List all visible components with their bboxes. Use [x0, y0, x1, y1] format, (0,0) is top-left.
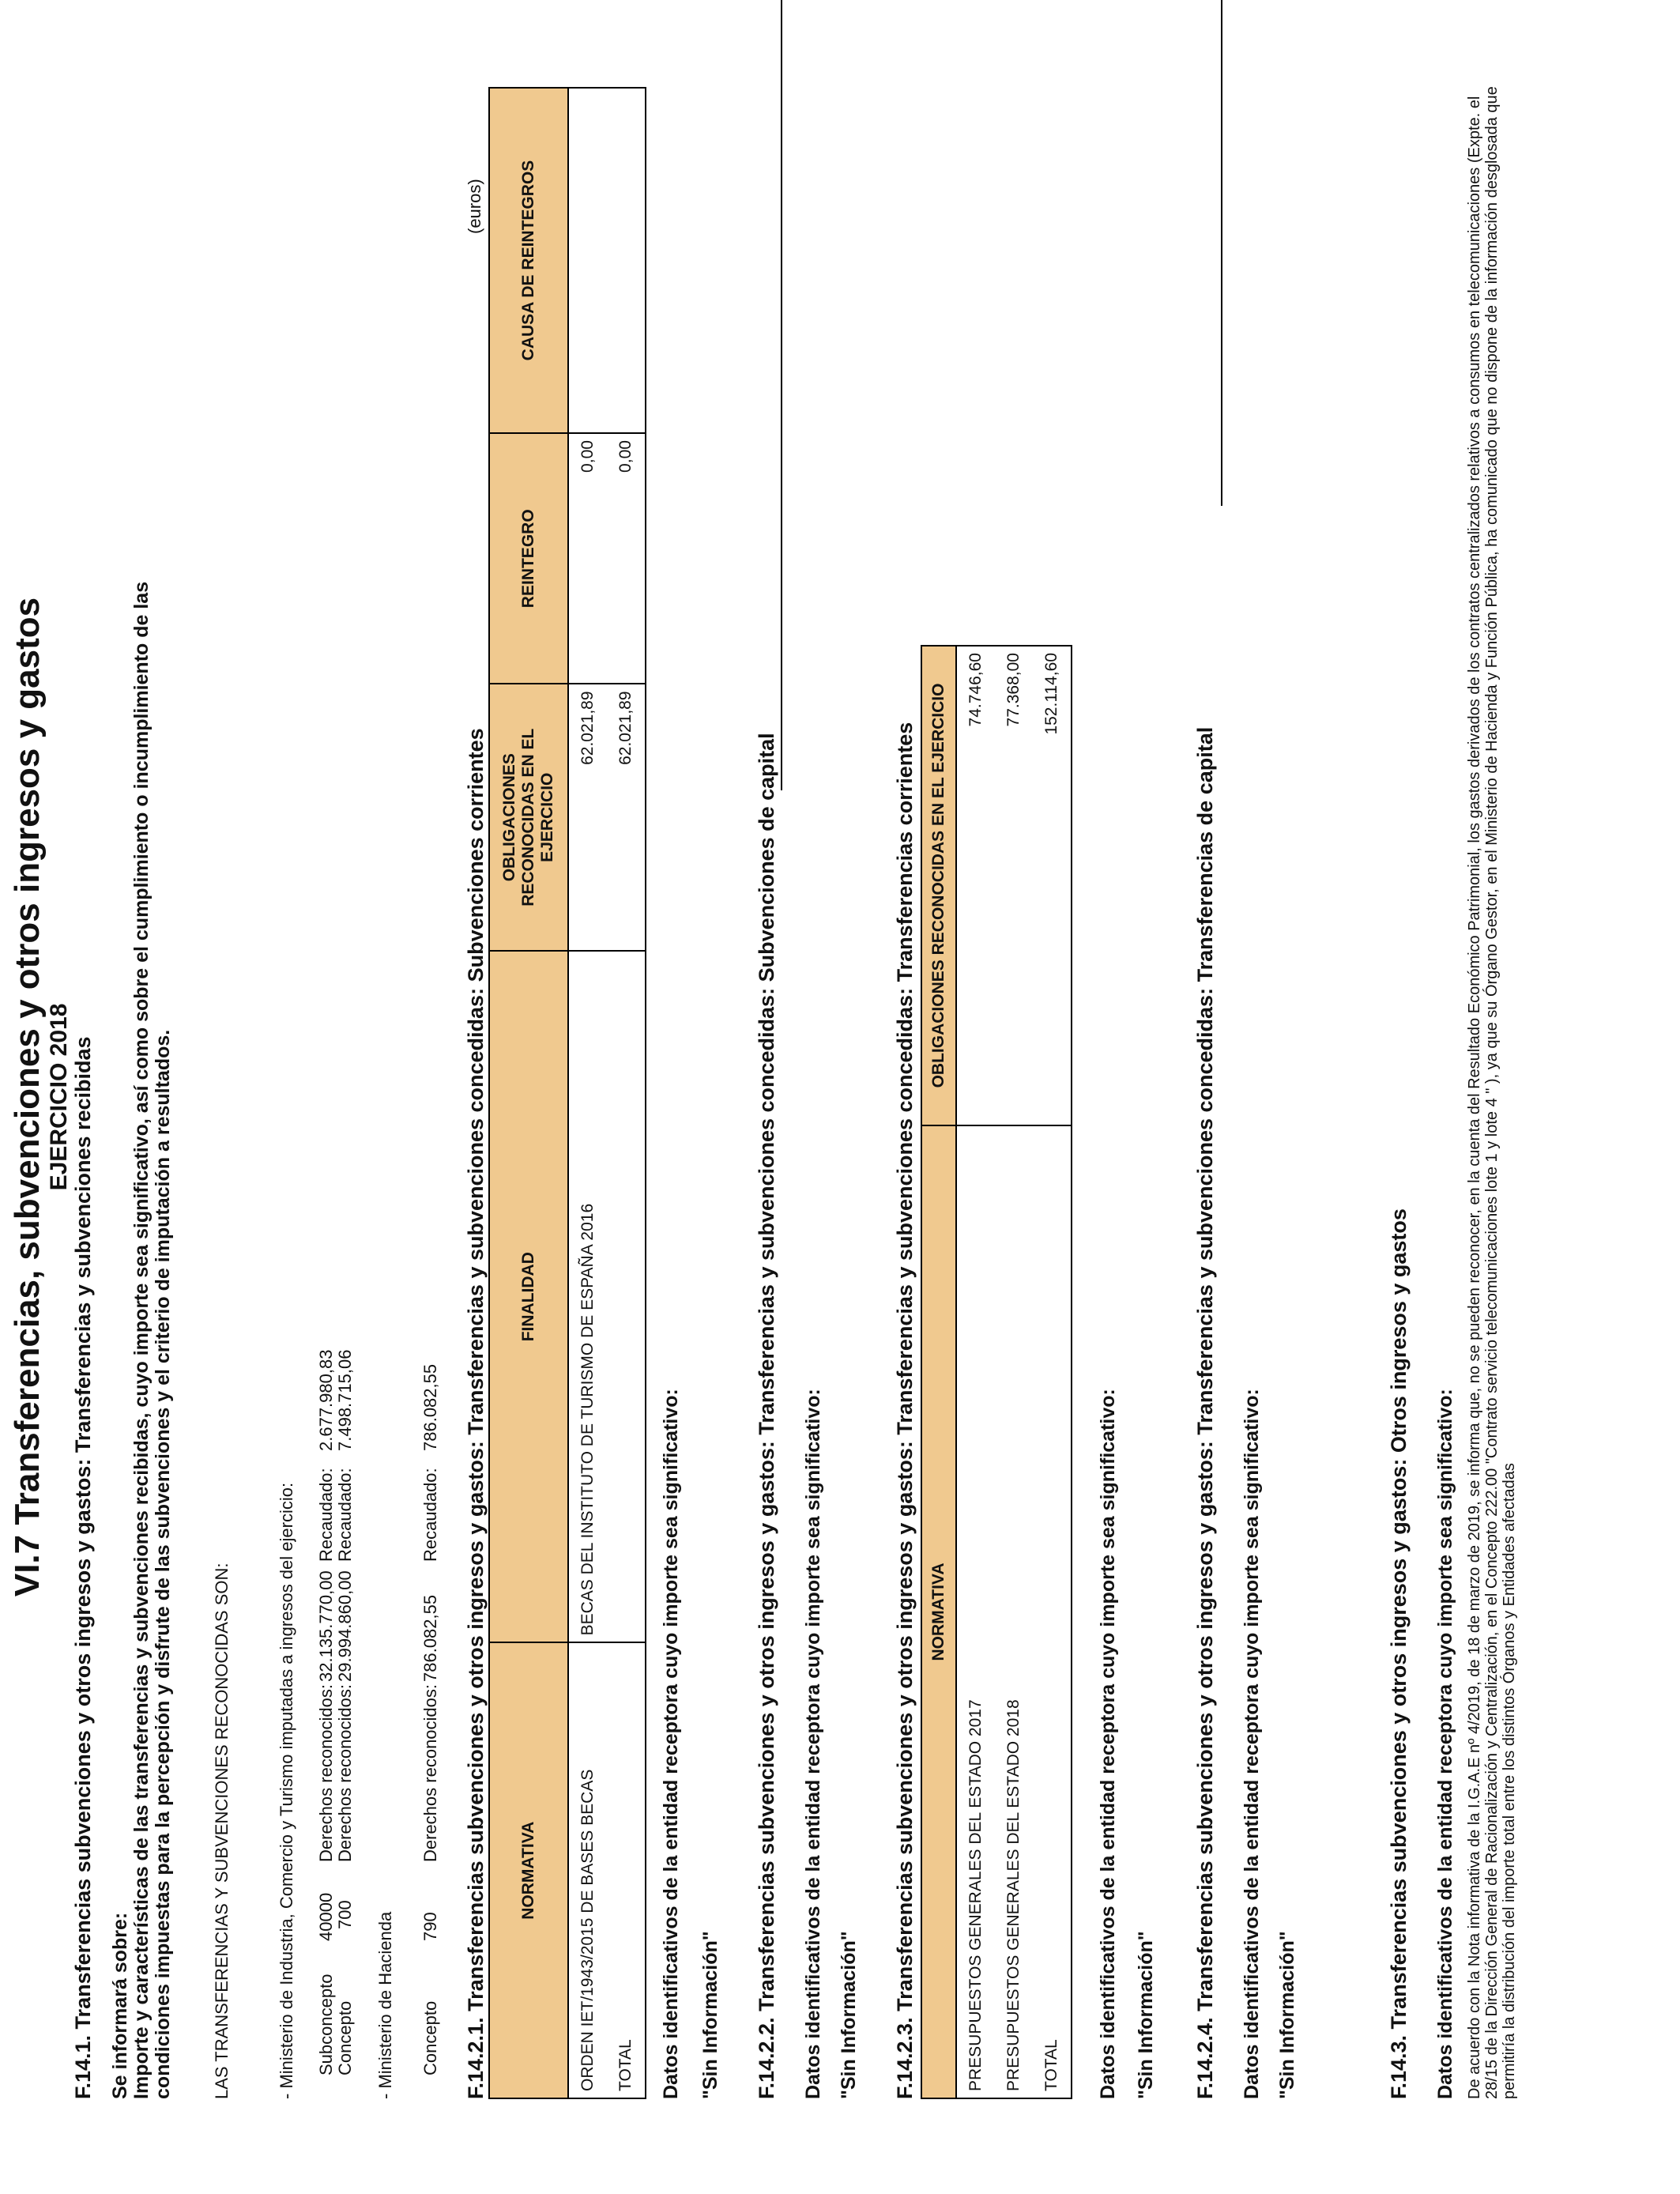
receptor-label-f1422: Datos identificativos de la entidad receptora cuyo importe sea significativo:: [802, 1389, 824, 2099]
row3-amount: 786.082,55: [420, 1594, 440, 1682]
cell-total-obligaciones: 62.021,89: [607, 684, 646, 950]
receptor-value-f1421: "Sin Información": [699, 1931, 721, 2099]
row3-label: Derechos reconocidos:: [420, 1683, 440, 1862]
row2-ramount: 7.498.715,06: [335, 1349, 355, 1451]
row1-type: Subconcepto: [316, 1973, 336, 2075]
col-normativa: NORMATIVA: [489, 1642, 568, 2098]
row1-label: Derechos reconocidos:: [316, 1683, 336, 1862]
receptor-value-f1424: "Sin Información": [1276, 1931, 1298, 2099]
receptor-value-f1423: "Sin Información": [1135, 1931, 1157, 2099]
row1-rlabel: Recaudado:: [316, 1468, 336, 1562]
cell-total-label: TOTAL: [1033, 1125, 1072, 2098]
table-transferencias-corrientes: [921, 645, 1072, 2099]
col-normativa-2: NORMATIVA: [921, 1125, 956, 2098]
row2-label: Derechos reconocidos:: [335, 1683, 355, 1862]
section-heading-f1424: F.14.2.4. Transferencias subvenciones y otros ingresos y gastos: Transferencias y subvenciones concedidas: Transferencias de capital: [1193, 726, 1217, 2099]
row3-rlabel: Recaudado:: [420, 1468, 440, 1562]
cell-total-reintegro: 0,00: [607, 433, 646, 684]
cell-obligaciones: 62.021,89: [568, 684, 607, 950]
cell-finalidad: BECAS DEL INSTITUTO DE TURISMO DE ESPAÑA 2016: [568, 951, 607, 1642]
inform-label: Se informará sobre:: [109, 1912, 131, 2099]
section-heading-f143: F.14.3. Transferencias subvenciones y otros ingresos y gastos: Otros ingresos y gastos: [1387, 1208, 1411, 2099]
divider-f1422: [781, 0, 782, 790]
row2-amount: 29.994.860,00: [335, 1570, 355, 1682]
inform-line-2: condiciones impuestas para la percepción y disfrute de las subvenciones y el criterio de imputación a resultados.: [152, 1029, 174, 2099]
table-row-total: [1033, 646, 1072, 2098]
page-subtitle: EJERCICIO 2018: [46, 1003, 72, 1191]
cell-normativa: PRESUPUESTOS GENERALES DEL ESTADO 2018: [995, 1125, 1033, 2098]
row3-ramount: 786.082,55: [420, 1363, 440, 1451]
cell-total-obligaciones: 152.114,60: [1033, 646, 1072, 1125]
cell-obligaciones: 74.746,60: [956, 646, 995, 1125]
row1-code: 40000: [316, 1892, 336, 1941]
receptor-label-f143: Datos identificativos de la entidad receptora cuyo importe sea significativo:: [1434, 1389, 1456, 2099]
row2-rlabel: Recaudado:: [335, 1468, 355, 1562]
table-row: [956, 646, 995, 2098]
page-title: VI.7 Transferencias, subvenciones y otros ingresos y gastos: [8, 597, 47, 1597]
table-row: [995, 646, 1033, 2098]
receptor-label-f1424: Datos identificativos de la entidad receptora cuyo importe sea significativo:: [1241, 1389, 1263, 2099]
ministry-industria: - Ministerio de Industria, Comercio y Turismo imputadas a ingresos del ejercicio:: [277, 1482, 296, 2099]
row3-type: Concepto: [420, 2000, 440, 2075]
ministry-hacienda: - Ministerio de Hacienda: [375, 1911, 395, 2099]
row1-amount: 32.135.770,00: [316, 1570, 336, 1682]
cell-obligaciones: 77.368,00: [995, 646, 1033, 1125]
row2-code: 700: [335, 1900, 355, 1929]
row2-type: Concepto: [335, 2000, 355, 2075]
intro-text: LAS TRANSFERENCIAS Y SUBVENCIONES RECONOCIDAS SON:: [212, 1563, 232, 2099]
cell-reintegro: 0,00: [568, 433, 607, 684]
table-row-total: [607, 88, 646, 2098]
section-heading-f1422: F.14.2.2. Transferencias subvenciones y otros ingresos y gastos: Transferencias y subvenciones concedidas: Subvenciones de capital: [755, 733, 778, 2099]
cell-total-causa: [607, 88, 646, 433]
cell-total-label: TOTAL: [607, 1642, 646, 2098]
divider-f1424: [1221, 0, 1222, 506]
section-heading-f141: F.14.1. Transferencias subvenciones y otros ingresos y gastos: Transferencias y subvenciones recibidas: [71, 1036, 95, 2099]
cell-normativa: ORDEN IET/1943/2015 DE BASES BECAS: [568, 1642, 607, 2098]
row1-ramount: 2.677.980,83: [316, 1349, 336, 1451]
col-reintegro: REINTEGRO: [489, 433, 568, 684]
note-text: De acuerdo con la Nota informativa de la I.G.A.E nº 4/2019, de 18 de marzo de 2019, se informa que, no se pueden reconocer, en la cuenta del Resultado Económico Patrimonial, los gastos derivados de los contratos centralizados relativos a consumos en telecomunicaciones (Expte. el 28/15 de la Dirección General de Racionalización y Centralización, en el Concepto 222.00 "Contrato servicio telecomunicaciones lote 1 y lote 4 " ), ya que su Órgano Gestor, en el Ministerio de Hacienda y Función Pública, ha comunicado que no dispone de la información desglosada que permitiría la distribución del importe total entre los distintos Órganos y Entidades afectadas: [1466, 86, 1518, 2099]
table-subvenciones-corrientes: [488, 87, 646, 2099]
unit-label: (euros): [465, 179, 484, 234]
receptor-value-f1422: "Sin Información": [838, 1931, 860, 2099]
col-causa: CAUSA DE REINTEGROS: [489, 88, 568, 433]
cell-total-finalidad: [607, 951, 646, 1642]
col-obligaciones: OBLIGACIONES RECONOCIDAS EN EL EJERCICIO: [489, 684, 568, 950]
table-row: [568, 88, 607, 2098]
section-heading-f1421: F.14.2.1. Transferencias subvenciones y otros ingresos y gastos: Transferencias y subvenciones concedidas: Subvenciones corrientes: [464, 728, 488, 2099]
col-obligaciones-2: OBLIGACIONES RECONOCIDAS EN EL EJERCICIO: [921, 646, 956, 1125]
inform-line-1: Importe y características de las transferencias y subvenciones recibidas, cuyo importe sea significativo, así como sobre el cumplimiento o incumplimiento de las: [130, 581, 153, 2099]
col-finalidad: FINALIDAD: [489, 951, 568, 1642]
row3-code: 790: [420, 1912, 440, 1941]
receptor-label-f1423: Datos identificativos de la entidad receptora cuyo importe sea significativo:: [1097, 1389, 1119, 2099]
receptor-label-f1421: Datos identificativos de la entidad receptora cuyo importe sea significativo:: [660, 1389, 682, 2099]
cell-normativa: PRESUPUESTOS GENERALES DEL ESTADO 2017: [956, 1125, 995, 2098]
section-heading-f1423: F.14.2.3. Transferencias subvenciones y otros ingresos y gastos: Transferencias y subvenciones concedidas: Transferencias corrientes: [893, 722, 917, 2099]
cell-causa: [568, 88, 607, 433]
